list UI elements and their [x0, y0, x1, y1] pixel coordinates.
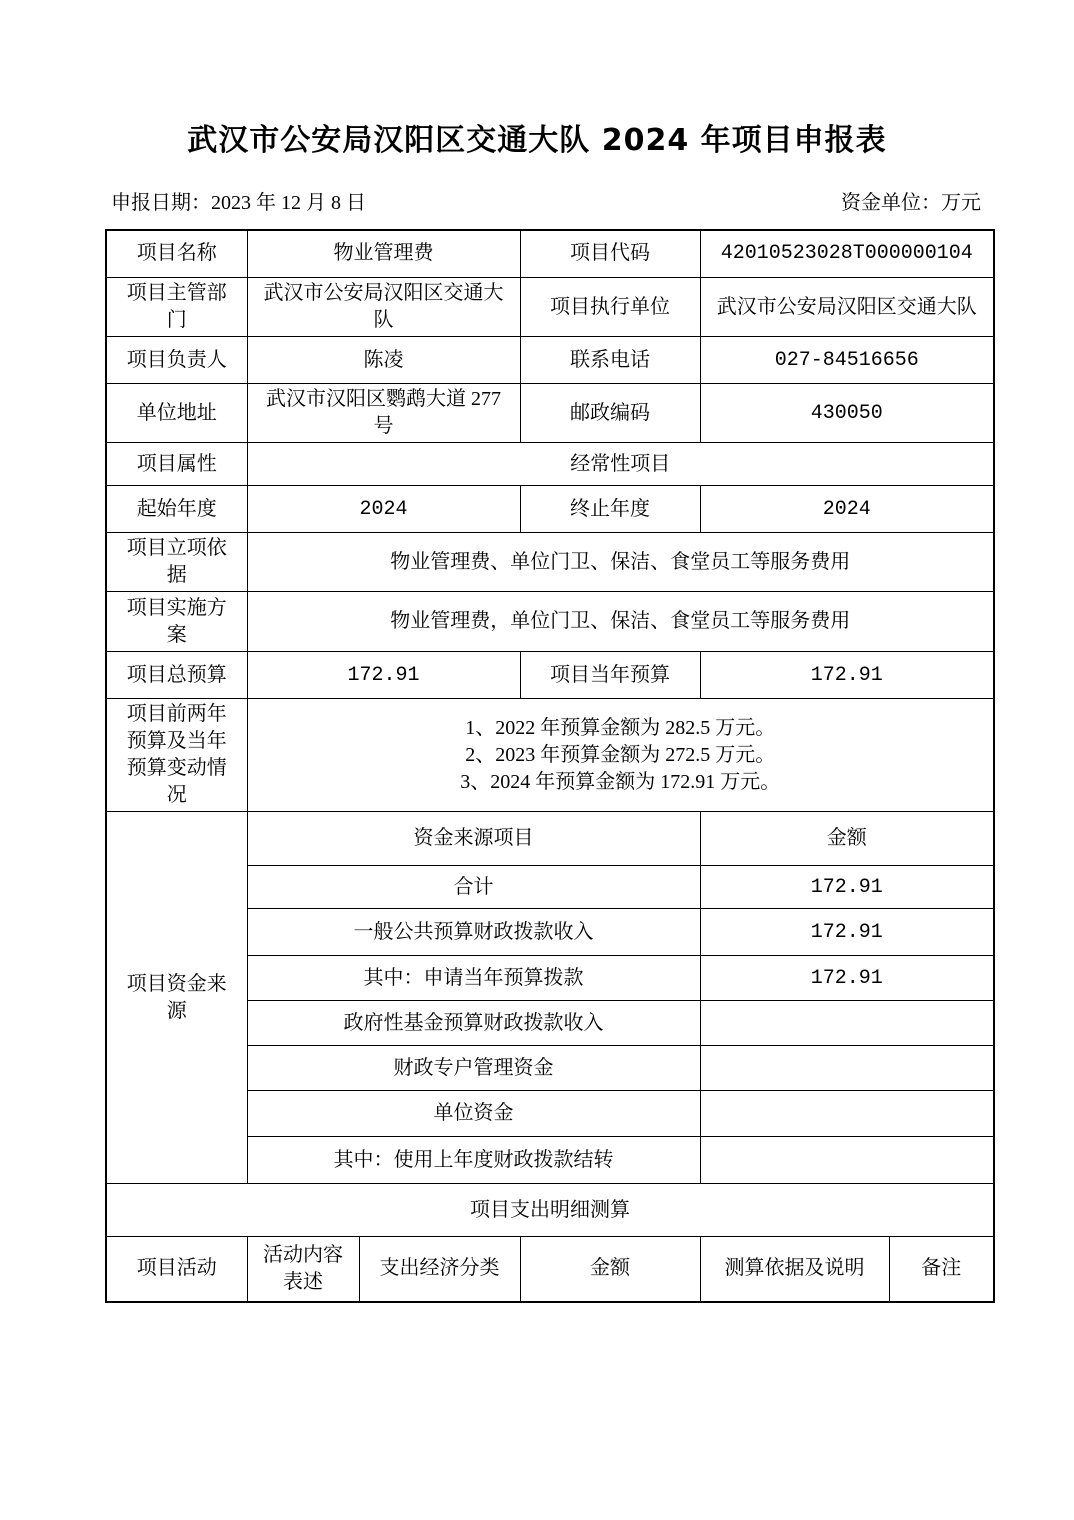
- expense-header-amount: 金额: [520, 1237, 700, 1302]
- address-label: 单位地址: [106, 384, 247, 443]
- expense-header-row: [106, 1237, 994, 1302]
- year-budget-value: 172.91: [700, 652, 994, 699]
- attribute-value: 经常性项目: [247, 443, 994, 486]
- expense-header-category: 支出经济分类: [359, 1237, 520, 1302]
- funding-item-header: 资金来源项目: [247, 812, 700, 866]
- end-year-value: 2024: [700, 486, 994, 533]
- funding-amount: [700, 1137, 994, 1184]
- table-row: [106, 592, 994, 652]
- funding-amount: [700, 1001, 994, 1046]
- expense-header-activity: 项目活动: [106, 1237, 247, 1302]
- history-label: 项目前两年预算及当年预算变动情况: [106, 699, 247, 812]
- attribute-label: 项目属性: [106, 443, 247, 486]
- funding-item: 一般公共预算财政拨款收入: [247, 909, 700, 956]
- funding-item: 财政专户管理资金: [247, 1046, 700, 1091]
- history-line-1: 1、2022 年预算金额为 282.5 万元。: [465, 716, 776, 739]
- funding-item: 单位资金: [247, 1091, 700, 1137]
- history-line-2: 2、2023 年预算金额为 272.5 万元。: [465, 743, 776, 766]
- dept-value: 武汉市公安局汉阳区交通大队: [247, 278, 520, 337]
- table-row: [106, 652, 994, 699]
- plan-label: 项目实施方案: [106, 592, 247, 652]
- total-budget-value: 172.91: [247, 652, 520, 699]
- funding-amount: 172.91: [700, 909, 994, 956]
- postcode-label: 邮政编码: [520, 384, 700, 443]
- table-row: [106, 337, 994, 384]
- table-row: [106, 533, 994, 592]
- leader-label: 项目负责人: [106, 337, 247, 384]
- table-row: [106, 230, 994, 278]
- project-name-label: 项目名称: [106, 230, 247, 278]
- table-row: [106, 486, 994, 533]
- total-budget-label: 项目总预算: [106, 652, 247, 699]
- start-year-label: 起始年度: [106, 486, 247, 533]
- funding-amount: [700, 1091, 994, 1137]
- table-row: [106, 278, 994, 337]
- address-value: 武汉市汉阳区鹦鹉大道 277 号: [247, 384, 520, 443]
- history-value: [247, 699, 994, 812]
- phone-label: 联系电话: [520, 337, 700, 384]
- expense-header-content: 活动内容表述: [247, 1237, 359, 1302]
- year-budget-label: 项目当年预算: [520, 652, 700, 699]
- plan-value: 物业管理费，单位门卫、保洁、食堂员工等服务费用: [247, 592, 994, 652]
- funding-item: 其中：使用上年度财政拨款结转: [247, 1137, 700, 1184]
- funding-amount: [700, 1046, 994, 1091]
- postcode-value: 430050: [700, 384, 994, 443]
- expense-section-row: [106, 1184, 994, 1237]
- table-row: [106, 384, 994, 443]
- leader-value: 陈凌: [247, 337, 520, 384]
- phone-value: 027-84516656: [700, 337, 994, 384]
- expense-header-remark: 备注: [889, 1237, 994, 1302]
- expense-section-title: 项目支出明细测算: [106, 1184, 994, 1237]
- fund-unit: 资金单位：万元: [841, 191, 981, 214]
- project-code-label: 项目代码: [520, 230, 700, 278]
- exec-unit-label: 项目执行单位: [520, 278, 700, 337]
- declare-date: 申报日期：2023 年 12 月 8 日: [111, 191, 366, 214]
- project-code-value: 42010523028T000000104: [700, 230, 994, 278]
- basis-label: 项目立项依据: [106, 533, 247, 592]
- expense-header-basis: 测算依据及说明: [700, 1237, 889, 1302]
- funding-item: 合计: [247, 866, 700, 909]
- funding-amount: 172.91: [700, 866, 994, 909]
- funding-amount: 172.91: [700, 956, 994, 1001]
- meta-row: [105, 190, 993, 216]
- end-year-label: 终止年度: [520, 486, 700, 533]
- history-line-3: 3、2024 年预算金额为 172.91 万元。: [460, 770, 781, 793]
- table-row: [106, 699, 994, 812]
- start-year-value: 2024: [247, 486, 520, 533]
- funding-amount-header: 金额: [700, 812, 994, 866]
- funding-item: 政府性基金预算财政拨款收入: [247, 1001, 700, 1046]
- basis-value: 物业管理费、单位门卫、保洁、食堂员工等服务费用: [247, 533, 994, 592]
- funding-item: 其中：申请当年预算拨款: [247, 956, 700, 1001]
- table-row: [106, 443, 994, 486]
- project-name-value: 物业管理费: [247, 230, 520, 278]
- project-declaration-table: [105, 229, 995, 1303]
- exec-unit-value: 武汉市公安局汉阳区交通大队: [700, 278, 994, 337]
- funding-source-label: 项目资金来源: [106, 812, 247, 1184]
- funding-header-row: [106, 812, 994, 866]
- dept-label: 项目主管部门: [106, 278, 247, 337]
- page-title: 武汉市公安局汉阳区交通大队 2024 年项目申报表: [187, 123, 887, 158]
